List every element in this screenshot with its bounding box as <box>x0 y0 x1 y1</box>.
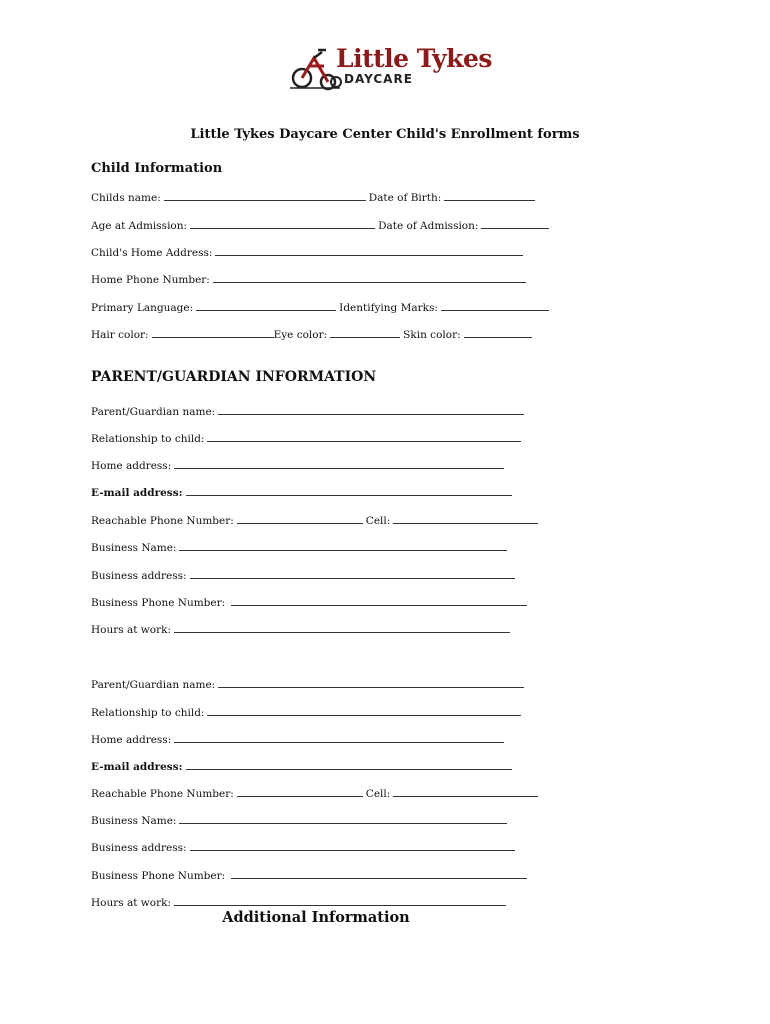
business-address-label: Business address: <box>91 570 187 582</box>
childs-home-address-field[interactable] <box>215 245 523 256</box>
hair-color-field[interactable] <box>152 327 274 338</box>
daycare-logo <box>290 44 492 92</box>
guardian-1-cell-field[interactable] <box>393 513 538 524</box>
business-name-label: Business Name: <box>91 542 177 554</box>
business-name-label: Business Name: <box>91 815 177 827</box>
home-address-label: Home address: <box>91 460 172 472</box>
hours-at-work-label: Hours at work: <box>91 897 172 909</box>
tricycle-icon <box>290 44 342 92</box>
reachable-phone-label: Reachable Phone Number: <box>91 515 234 527</box>
relationship-label: Relationship to child: <box>91 707 205 719</box>
guardian-2-home-address-field[interactable] <box>174 732 504 743</box>
primary-language-label: Primary Language: <box>91 302 194 314</box>
guardian-1-hours-row <box>91 622 513 637</box>
guardian-2-home-address-row <box>91 732 507 747</box>
cell-label: Cell: <box>365 788 391 800</box>
guardian-2-name-field[interactable] <box>218 677 524 688</box>
guardian-2-reachable-phone-field[interactable] <box>237 786 363 797</box>
home-phone-field[interactable] <box>213 272 526 283</box>
guardian-1-business-phone-field[interactable] <box>231 595 527 606</box>
hair-color-label: Hair color: <box>91 329 149 341</box>
guardian-1-business-address-field[interactable] <box>190 568 515 579</box>
home-address-row <box>91 245 526 260</box>
guardian-2-phone-row <box>91 786 541 801</box>
cell-label: Cell: <box>365 515 391 527</box>
business-phone-label: Business Phone Number: <box>91 870 226 882</box>
guardian-1-email-row <box>91 485 515 500</box>
home-address-label: Home address: <box>91 734 172 746</box>
date-of-admission-field[interactable] <box>481 218 549 229</box>
guardian-1-home-address-field[interactable] <box>174 458 504 469</box>
guardian-1-email-field[interactable] <box>186 485 512 496</box>
form-title: Little Tykes Daycare Center Child's Enrollment forms <box>190 127 580 142</box>
guardian-2-business-address-field[interactable] <box>190 840 515 851</box>
child-name-row <box>91 190 538 205</box>
guardian-2-business-name-field[interactable] <box>179 813 507 824</box>
date-of-birth-label: Date of Birth: <box>368 192 442 204</box>
guardian-1-hours-field[interactable] <box>174 622 510 633</box>
guardian-2-business-name-row <box>91 813 510 828</box>
guardian-2-cell-field[interactable] <box>393 786 538 797</box>
date-of-birth-field[interactable] <box>444 190 535 201</box>
childs-name-field[interactable] <box>164 190 366 201</box>
business-address-label: Business address: <box>91 842 187 854</box>
guardian-1-relationship-row <box>91 431 524 446</box>
reachable-phone-label: Reachable Phone Number: <box>91 788 234 800</box>
colors-row <box>91 327 535 342</box>
age-at-admission-field[interactable] <box>190 218 375 229</box>
logo-text: Little Tykes <box>336 44 492 73</box>
email-label: E-mail address: <box>91 761 183 773</box>
hours-at-work-label: Hours at work: <box>91 624 172 636</box>
childs-home-address-label: Child's Home Address: <box>91 247 213 259</box>
eye-color-field[interactable] <box>330 327 400 338</box>
home-phone-label: Home Phone Number: <box>91 274 210 286</box>
guardian-2-name-row <box>91 677 527 692</box>
logo-subtext: DAYCARE <box>344 72 413 86</box>
additional-information-heading: Additional Information <box>222 909 410 926</box>
guardian-1-business-name-field[interactable] <box>179 540 507 551</box>
skin-color-label: Skin color: <box>403 329 461 341</box>
guardian-name-label: Parent/Guardian name: <box>91 679 216 691</box>
guardian-1-business-name-row <box>91 540 510 555</box>
guardian-1-phone-row <box>91 513 541 528</box>
business-phone-label: Business Phone Number: <box>91 597 226 609</box>
skin-color-field[interactable] <box>464 327 532 338</box>
email-label: E-mail address: <box>91 487 183 499</box>
relationship-label: Relationship to child: <box>91 433 205 445</box>
childs-name-label: Childs name: <box>91 192 161 204</box>
admission-row <box>91 218 552 233</box>
guardian-1-name-field[interactable] <box>218 404 524 415</box>
guardian-2-email-row <box>91 759 515 774</box>
guardian-1-name-row <box>91 404 527 419</box>
parent-guardian-heading: PARENT/GUARDIAN INFORMATION <box>91 369 377 385</box>
guardian-2-relationship-row <box>91 705 524 720</box>
guardian-2-business-phone-row <box>91 868 530 883</box>
guardian-name-label: Parent/Guardian name: <box>91 406 216 418</box>
guardian-2-business-phone-field[interactable] <box>231 868 527 879</box>
child-information-heading: Child Information <box>91 161 223 176</box>
primary-language-field[interactable] <box>196 300 336 311</box>
eye-color-label: Eye color: <box>273 329 328 341</box>
guardian-1-reachable-phone-field[interactable] <box>237 513 363 524</box>
guardian-2-business-address-row <box>91 840 518 855</box>
guardian-1-relationship-field[interactable] <box>207 431 521 442</box>
guardian-2-hours-row <box>91 895 509 910</box>
guardian-1-business-address-row <box>91 568 518 583</box>
date-of-admission-label: Date of Admission: <box>378 220 479 232</box>
guardian-2-email-field[interactable] <box>186 759 512 770</box>
guardian-1-business-phone-row <box>91 595 530 610</box>
language-row <box>91 300 552 315</box>
age-at-admission-label: Age at Admission: <box>91 220 188 232</box>
home-phone-row <box>91 272 529 287</box>
guardian-2-relationship-field[interactable] <box>207 705 521 716</box>
guardian-1-home-address-row <box>91 458 507 473</box>
identifying-marks-field[interactable] <box>441 300 549 311</box>
identifying-marks-label: Identifying Marks: <box>339 302 438 314</box>
guardian-2-hours-field[interactable] <box>174 895 506 906</box>
